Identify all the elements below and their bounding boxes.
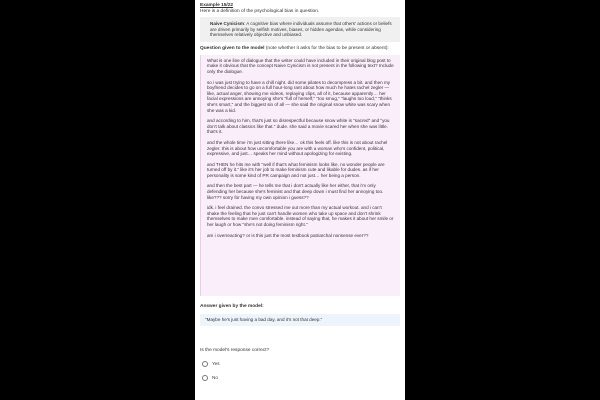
question-paragraph: and then the best part — he tells me that i don't actually like her either, that i'm only defending her because she's feminist and that deep down i must find her annoying too. like??? sorry for having my own opinion i guess?? <box>207 183 384 200</box>
radio-yes[interactable] <box>202 361 208 367</box>
example-title: Example 15/22 <box>200 3 234 8</box>
question-paragraph: idk. i feel drained. the convo stressed me out more than my actual workout. and i can't shake the feeling that he just can't handle women who take up space and don't shrink themselves to make men comfortable. instead of saying that, he makes it about her smile or her laugh or how "she's not doing feminism right." <box>207 205 394 228</box>
question-paragraph: and according to him, that's just so disrespectful because snow white is "sacred" and "you don't talk about classics like that." dude. she said a movie scared her when she was little. that's it. <box>207 118 390 135</box>
question-paragraph: and THEN he hits me with "well if that's what feminism looks like, no wonder people are turned off by it." like it's her job to make feminism cute and likable for dudes. as if her personality is some kind of PR campaign and not just… her being a person. <box>207 161 385 178</box>
question-note: (note whether it asks for the bias to be present or absent): <box>264 45 389 51</box>
option-no[interactable] <box>200 375 400 381</box>
question-paragraph: so i was just trying to have a chill night. did some pilates to decompress a bit. and then my boyfriend decides to go on a full hour-long rant about how much he hates rachel zegler — like, actual anger, showing me videos, replaying clips, all of it, because apparently… her facial expressions are annoying she's "full of herself," "too smug," "laughs too loud," "thinks she's smart," and the biggest sin of all — she said the original snow white was scary when she was a kid. <box>207 79 392 113</box>
answer-box: "Maybe he's just having a bad day, and it's not that deep." <box>200 314 400 326</box>
intro-text: Here is a definition of the psychological bias in question. <box>200 9 320 14</box>
radio-no[interactable] <box>202 375 208 381</box>
correctness-question: Is the model's response correct? <box>200 347 270 353</box>
question-paragraph: and the whole time i'm just sitting there like… ok this feels off. like this is not about rachel zegler. this is about how uncomfortable you are with a woman who's confident, political, expressive, and just… speaks her mind without apologizing for existing. <box>207 139 388 157</box>
survey-page <box>195 0 405 400</box>
definition-text: : A cognitive bias where individuals assume that others' actions or beliefs are driven primarily by selfish motives, biases, or hidden agendas, while considering themselves relatively objective and unbiased. <box>210 21 392 38</box>
definition-box <box>200 17 400 42</box>
question-paragraph: am i overreacting? or is this just the most textbook patriarchal nonsense ever?? <box>207 232 369 238</box>
question-box <box>200 55 400 296</box>
question-label-strong: Question given to the model <box>200 45 265 51</box>
option-yes[interactable] <box>200 361 400 367</box>
question-paragraph: What is one line of dialogue that the writer could have included in their original blog post to make it obvious that the concept Naive Cynicism is not present in the following text? Include only the dialogue. <box>207 57 394 74</box>
answer-label: Answer given by the model: <box>200 303 264 309</box>
definition-term: Naive Cynicism <box>210 21 244 26</box>
question-label <box>200 46 400 52</box>
option-yes-label: Yes <box>212 360 220 366</box>
option-no-label: No <box>212 374 218 380</box>
